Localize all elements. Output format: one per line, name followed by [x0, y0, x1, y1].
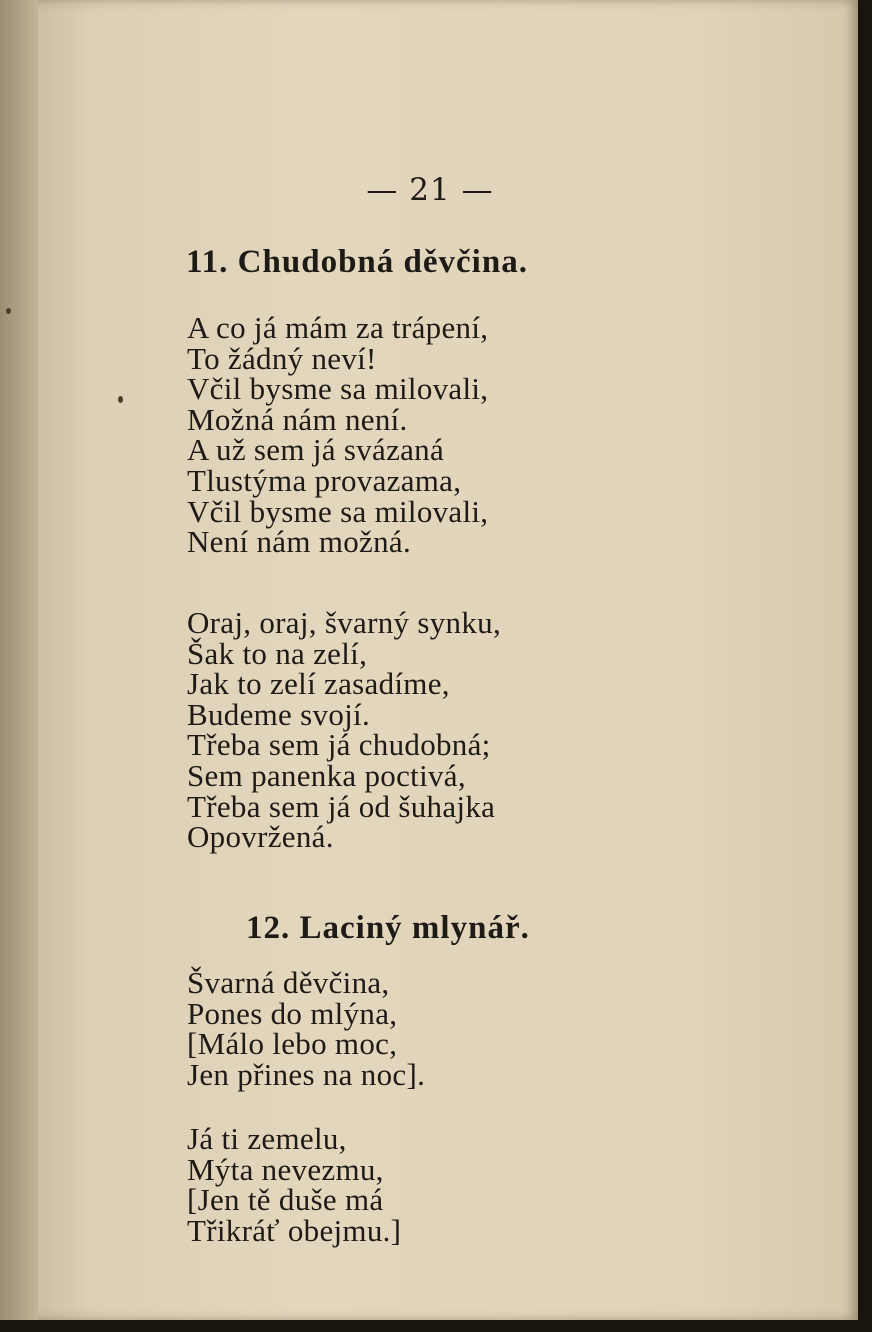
verse-line: Mýta nevezmu, [187, 1151, 384, 1187]
stanza [187, 965, 426, 1092]
verse-line: Jen přines na noc]. [187, 1056, 426, 1092]
verse-line: A už sem já svázaná [187, 432, 445, 468]
verse-line: Já ti zemelu, [187, 1121, 347, 1156]
verse-line: Sem panenka poctivá, [187, 757, 466, 793]
verse-line: Včil bysme sa milovali, [187, 493, 489, 529]
verse-line: [Jen tě duše má [187, 1182, 384, 1218]
verse-line: Možná nám není. [187, 401, 408, 437]
verse-line: [Málo lebo moc, [187, 1026, 398, 1062]
verse-line: Třikráť obejmu.] [187, 1212, 402, 1248]
verse-line: Pones do mlýna, [187, 995, 398, 1031]
stanza [187, 605, 501, 855]
verse-line: Včil bysme sa milovali, [187, 371, 489, 407]
verse-line: Opovržená. [187, 819, 334, 855]
verse-line: Tlustýma provazama, [187, 462, 462, 498]
stanza [187, 310, 489, 560]
song-title: 12. Laciný mlynář. [246, 910, 530, 946]
stanza [187, 1121, 402, 1248]
verse-line: Švarná děvčina, [187, 965, 390, 1000]
verse-line: A co já mám za trápení, [187, 310, 489, 345]
verse-line: Šak to na zelí, [187, 635, 368, 671]
song-title: 11. Chudobná děvčina. [186, 244, 528, 280]
verse-line: Není nám možná. [187, 524, 412, 560]
verse-line: Oraj, oraj, švarný synku, [187, 605, 501, 640]
verse-line: Třeba sem já chudobná; [187, 727, 491, 763]
verse-line: Třeba sem já od šuhajka [187, 788, 496, 824]
verse-line: To žádný neví! [187, 340, 377, 376]
page-number: — 21 — [366, 172, 494, 208]
verse-line: Jak to zelí zasadíme, [187, 666, 450, 702]
verse-line: Budeme svojí. [187, 696, 370, 732]
